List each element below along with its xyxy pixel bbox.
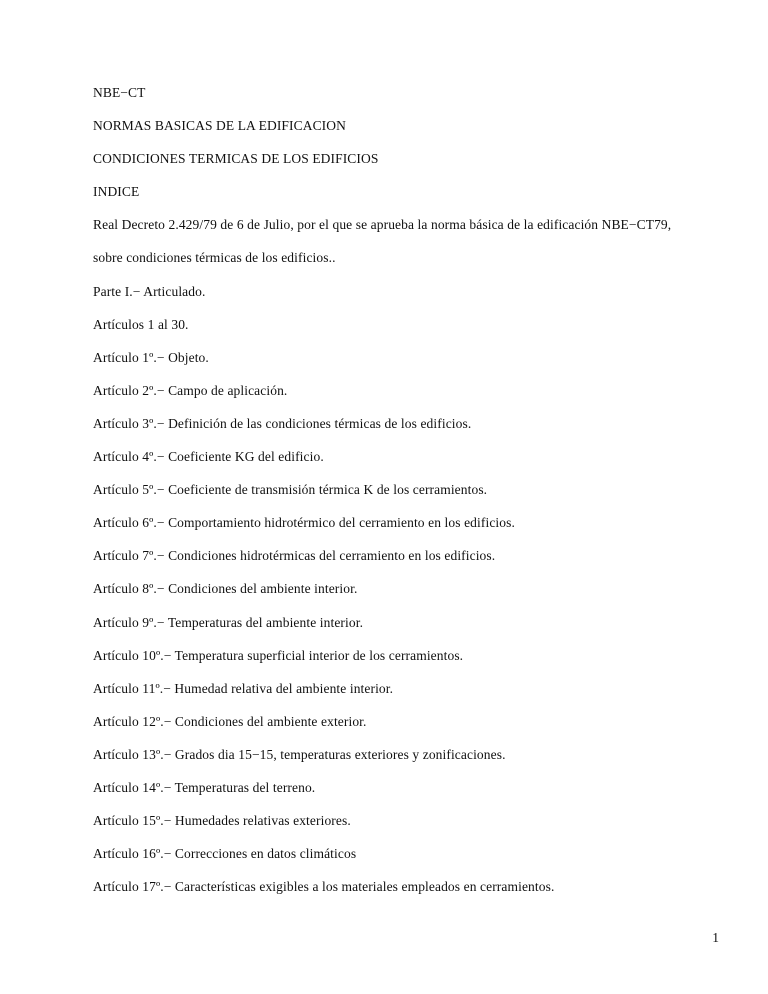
toc-entry-article-9: Artículo 9º.− Temperaturas del ambiente interior. (93, 614, 364, 630)
doc-header-code: NBE−CT (93, 85, 146, 100)
toc-entry-article-6: Artículo 6º.− Comportamiento hidrotérmico del cerramiento en los edificios. (93, 515, 515, 531)
toc-entry-article-1: Artículo 1º.− Objeto. (93, 349, 209, 365)
toc-entry-article-16: Artículo 16º.− Correcciones en datos climáticos (93, 846, 357, 862)
toc-entry-article-15: Artículo 15º.− Humedades relativas exteriores. (93, 813, 351, 829)
page-number: 1 (712, 930, 719, 945)
toc-entry-article-10: Artículo 10º.− Temperatura superficial interior de los cerramientos. (93, 647, 464, 663)
doc-subtitle: CONDICIONES TERMICAS DE LOS EDIFICIOS (93, 151, 379, 167)
toc-entry-article-13: Artículo 13º.− Grados dia 15−15, temperaturas exteriores y zonificaciones. (93, 746, 506, 762)
toc-entry-article-17: Artículo 17º.− Características exigibles a los materiales empleados en cerramientos. (93, 879, 555, 895)
decree-paragraph-line-1: Real Decreto 2.429/79 de 6 de Julio, por el que se aprueba la norma básica de la edificación NBE−CT79, (93, 217, 672, 233)
doc-title: NORMAS BASICAS DE LA EDIFICACION (93, 118, 346, 134)
toc-entry-article-3: Artículo 3º.− Definición de las condiciones térmicas de los edificios. (93, 415, 472, 431)
toc-entry-article-4: Artículo 4º.− Coeficiente KG del edificio. (93, 449, 324, 465)
toc-entry-article-12: Artículo 12º.− Condiciones del ambiente exterior. (93, 713, 367, 729)
decree-paragraph-line-2: sobre condiciones térmicas de los edificios.. (93, 250, 336, 266)
document-content (93, 76, 728, 903)
toc-entry-article-5: Artículo 5º.− Coeficiente de transmisión térmica K de los cerramientos. (93, 482, 488, 498)
toc-entry-article-8: Artículo 8º.− Condiciones del ambiente interior. (93, 581, 358, 597)
toc-entry-article-2: Artículo 2º.− Campo de aplicación. (93, 382, 288, 398)
toc-entry-article-14: Artículo 14º.− Temperaturas del terreno. (93, 779, 316, 795)
articles-range: Artículos 1 al 30. (93, 316, 189, 332)
part-heading: Parte I.− Articulado. (93, 283, 206, 299)
doc-index-heading: INDICE (93, 184, 140, 200)
toc-entry-article-7: Artículo 7º.− Condiciones hidrotérmicas del cerramiento en los edificios. (93, 548, 496, 564)
toc-entry-article-11: Artículo 11º.− Humedad relativa del ambiente interior. (93, 680, 394, 696)
